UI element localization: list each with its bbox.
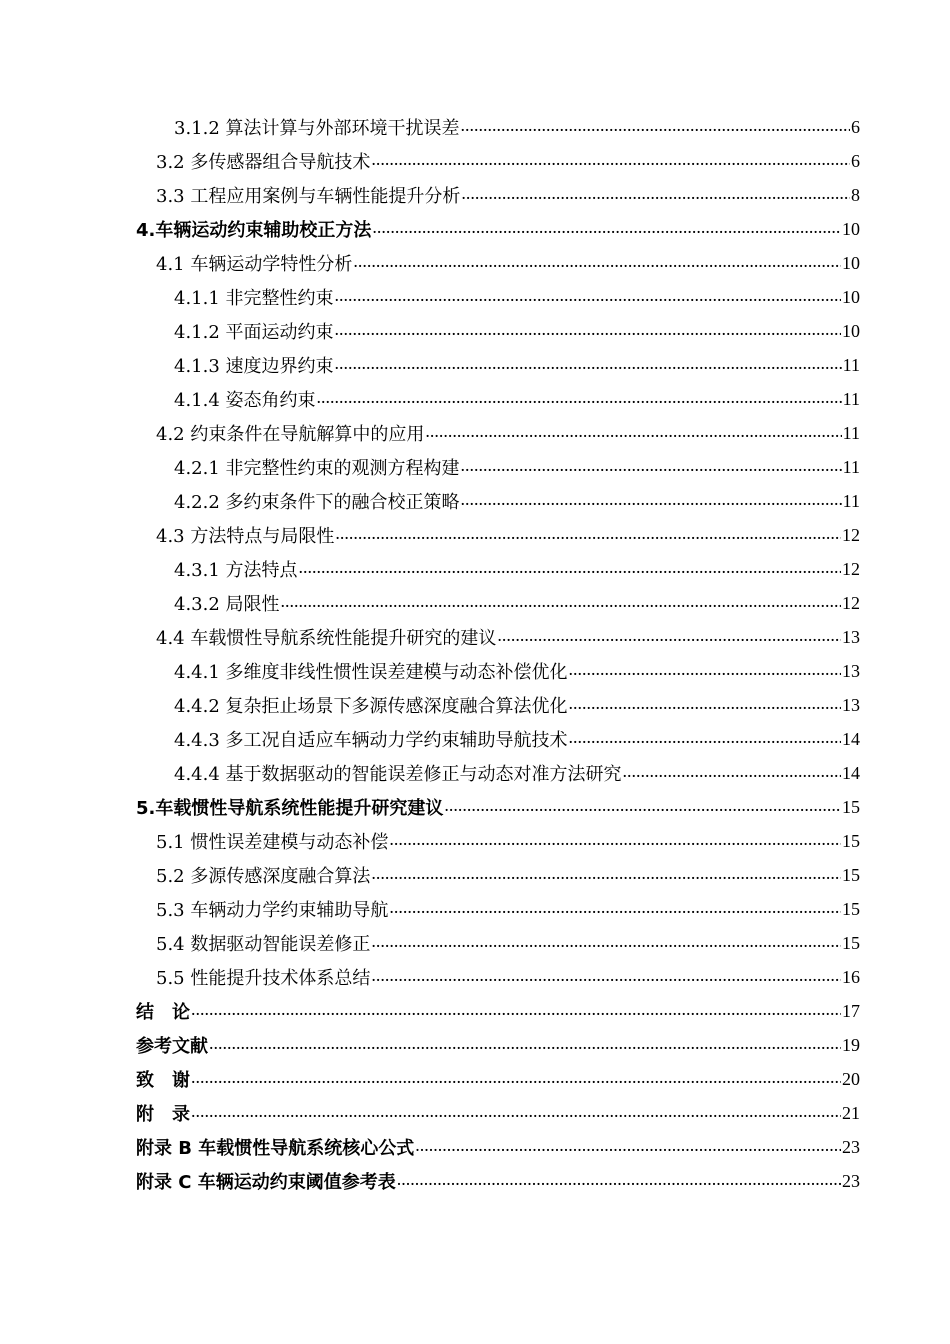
- toc-entry[interactable]: [156, 518, 860, 552]
- toc-leader-dots: [209, 1039, 841, 1057]
- toc-leader-dots: [569, 699, 841, 717]
- toc-entry-title: 5.2 多源传感深度融合算法: [156, 866, 371, 887]
- toc-entry-title: 4.3.1 方法特点: [174, 560, 298, 581]
- toc-leader-dots: [397, 1175, 841, 1193]
- toc-leader-dots: [415, 1141, 841, 1159]
- toc-entry-title: 4.1.4 姿态角约束: [174, 390, 316, 411]
- toc-entry[interactable]: [156, 960, 860, 994]
- toc-entry[interactable]: [156, 416, 860, 450]
- toc-entry-page-number: 14: [842, 762, 860, 783]
- toc-entry[interactable]: [136, 994, 860, 1028]
- toc-entry[interactable]: [174, 348, 860, 382]
- toc-entry-page-number: 13: [842, 694, 860, 715]
- toc-leader-dots: [353, 257, 841, 275]
- toc-entry-title: 3.2 多传感器组合导航技术: [156, 152, 371, 173]
- toc-entry-title: 3.1.2 算法计算与外部环境干扰误差: [174, 118, 460, 139]
- toc-entry-page-number: 8: [851, 184, 860, 205]
- toc-leader-dots: [389, 903, 841, 921]
- toc-entry-title: 4.4.2 复杂拒止场景下多源传感深度融合算法优化: [174, 696, 568, 717]
- toc-entry[interactable]: [136, 1130, 860, 1164]
- toc-entry-title: 4.2.2 多约束条件下的融合校正策略: [174, 492, 460, 513]
- toc-entry[interactable]: [174, 484, 860, 518]
- toc-entry-page-number: 13: [842, 626, 860, 647]
- toc-entry-title: 5.车载惯性导航系统性能提升研究建议: [136, 798, 444, 819]
- toc-entry[interactable]: [174, 552, 860, 586]
- toc-entry[interactable]: [156, 620, 860, 654]
- toc-leader-dots: [461, 189, 850, 207]
- toc-entry-page-number: 15: [842, 830, 860, 851]
- toc-entry-page-number: 11: [842, 456, 860, 477]
- toc-entry-title: 4.3.2 局限性: [174, 594, 280, 615]
- toc-entry-page-number: 23: [842, 1136, 860, 1157]
- toc-entry[interactable]: [136, 790, 860, 824]
- toc-entry-page-number: 21: [842, 1102, 860, 1123]
- toc-entry-page-number: 23: [842, 1170, 860, 1191]
- toc-entry[interactable]: [136, 1096, 860, 1130]
- toc-leader-dots: [372, 223, 841, 241]
- toc-entry-title: 附录 B 车载惯性导航系统核心公式: [136, 1138, 415, 1159]
- toc-leader-dots: [444, 801, 841, 819]
- toc-entry-title: 5.3 车辆动力学约束辅助导航: [156, 900, 389, 921]
- toc-entry-page-number: 10: [842, 320, 860, 341]
- toc-entry-page-number: 6: [851, 116, 860, 137]
- toc-entry-title: 4.4.1 多维度非线性惯性误差建模与动态补偿优化: [174, 662, 568, 683]
- toc-leader-dots: [281, 597, 841, 615]
- toc-entry-page-number: 10: [842, 218, 860, 239]
- toc-entry-page-number: 11: [842, 422, 860, 443]
- toc-entry-title: 4.2 约束条件在导航解算中的应用: [156, 424, 425, 445]
- toc-entry-title: 4.3 方法特点与局限性: [156, 526, 335, 547]
- toc-entry[interactable]: [174, 654, 860, 688]
- toc-entry-title: 致 谢: [136, 1070, 190, 1091]
- toc-entry-page-number: 11: [842, 388, 860, 409]
- toc-entry[interactable]: [174, 382, 860, 416]
- toc-entry-page-number: 15: [842, 898, 860, 919]
- toc-entry-title: 4.1 车辆运动学特性分析: [156, 254, 353, 275]
- toc-entry[interactable]: [174, 688, 860, 722]
- toc-entry-page-number: 16: [842, 966, 860, 987]
- toc-leader-dots: [299, 563, 841, 581]
- toc-entry[interactable]: [156, 824, 860, 858]
- toc-leader-dots: [461, 495, 842, 513]
- toc-entry-title: 4.4 车载惯性导航系统性能提升研究的建议: [156, 628, 497, 649]
- toc-entry-page-number: 15: [842, 864, 860, 885]
- toc-entry[interactable]: [156, 246, 860, 280]
- toc-entry-title: 4.车辆运动约束辅助校正方法: [136, 220, 372, 241]
- toc-entry-page-number: 12: [842, 558, 860, 579]
- toc-leader-dots: [317, 393, 842, 411]
- toc-entry-title: 参考文献: [136, 1036, 208, 1057]
- toc-leader-dots: [371, 869, 841, 887]
- toc-leader-dots: [425, 427, 841, 445]
- toc-leader-dots: [191, 1107, 841, 1125]
- toc-entry-title: 附 录: [136, 1104, 190, 1125]
- toc-leader-dots: [191, 1073, 841, 1091]
- toc-entry[interactable]: [174, 314, 860, 348]
- toc-entry-page-number: 10: [842, 252, 860, 273]
- toc-leader-dots: [623, 767, 841, 785]
- toc-entry-page-number: 17: [842, 1000, 860, 1021]
- toc-entry-page-number: 19: [842, 1034, 860, 1055]
- toc-entry-title: 5.1 惯性误差建模与动态补偿: [156, 832, 389, 853]
- toc-entry-page-number: 12: [842, 592, 860, 613]
- toc-entry[interactable]: [156, 858, 860, 892]
- toc-entry[interactable]: [174, 722, 860, 756]
- toc-entry-page-number: 11: [842, 354, 860, 375]
- toc-entry-title: 4.2.1 非完整性约束的观测方程构建: [174, 458, 460, 479]
- toc-leader-dots: [389, 835, 841, 853]
- toc-entry-title: 5.4 数据驱动智能误差修正: [156, 934, 371, 955]
- toc-entry[interactable]: [136, 1164, 860, 1198]
- toc-leader-dots: [569, 733, 841, 751]
- toc-entry-title: 结 论: [136, 1002, 190, 1023]
- toc-entry-title: 附录 C 车辆运动约束阈值参考表: [136, 1172, 396, 1193]
- toc-entry-title: 4.4.3 多工况自适应车辆动力学约束辅助导航技术: [174, 730, 568, 751]
- toc-entry-page-number: 6: [851, 150, 860, 171]
- toc-leader-dots: [371, 937, 841, 955]
- toc-entry[interactable]: [174, 586, 860, 620]
- toc-leader-dots: [497, 631, 841, 649]
- toc-entry[interactable]: [156, 178, 860, 212]
- toc-leader-dots: [569, 665, 841, 683]
- toc-entry-page-number: 12: [842, 524, 860, 545]
- toc-leader-dots: [335, 291, 841, 309]
- toc-entry[interactable]: [156, 926, 860, 960]
- toc-leader-dots: [335, 325, 841, 343]
- toc-leader-dots: [191, 1005, 841, 1023]
- toc-entry-page-number: 20: [842, 1068, 860, 1089]
- toc-entry-title: 5.5 性能提升技术体系总结: [156, 968, 371, 989]
- toc-entry-page-number: 14: [842, 728, 860, 749]
- toc-entry[interactable]: [174, 110, 860, 144]
- toc-entry-title: 4.1.3 速度边界约束: [174, 356, 334, 377]
- toc-leader-dots: [335, 529, 841, 547]
- toc-entry-page-number: 13: [842, 660, 860, 681]
- toc-entry[interactable]: [136, 212, 860, 246]
- toc-entry-page-number: 10: [842, 286, 860, 307]
- toc-leader-dots: [371, 155, 850, 173]
- toc-leader-dots: [461, 121, 850, 139]
- toc-leader-dots: [335, 359, 842, 377]
- toc-entry[interactable]: [136, 1062, 860, 1096]
- toc-entry-title: 4.1.1 非完整性约束: [174, 288, 334, 309]
- toc-entry[interactable]: [136, 1028, 860, 1062]
- toc-entry[interactable]: [174, 756, 860, 790]
- toc-entry[interactable]: [174, 450, 860, 484]
- toc-entry-page-number: 15: [842, 796, 860, 817]
- toc-entry-page-number: 11: [842, 490, 860, 511]
- toc-entry[interactable]: [174, 280, 860, 314]
- toc-entry[interactable]: [156, 892, 860, 926]
- toc-entry-title: 4.4.4 基于数据驱动的智能误差修正与动态对准方法研究: [174, 764, 622, 785]
- toc-leader-dots: [371, 971, 841, 989]
- toc-entry-page-number: 15: [842, 932, 860, 953]
- toc-entry-title: 3.3 工程应用案例与车辆性能提升分析: [156, 186, 461, 207]
- toc-entry-title: 4.1.2 平面运动约束: [174, 322, 334, 343]
- toc-entry[interactable]: [156, 144, 860, 178]
- table-of-contents: [0, 110, 950, 1198]
- toc-leader-dots: [461, 461, 842, 479]
